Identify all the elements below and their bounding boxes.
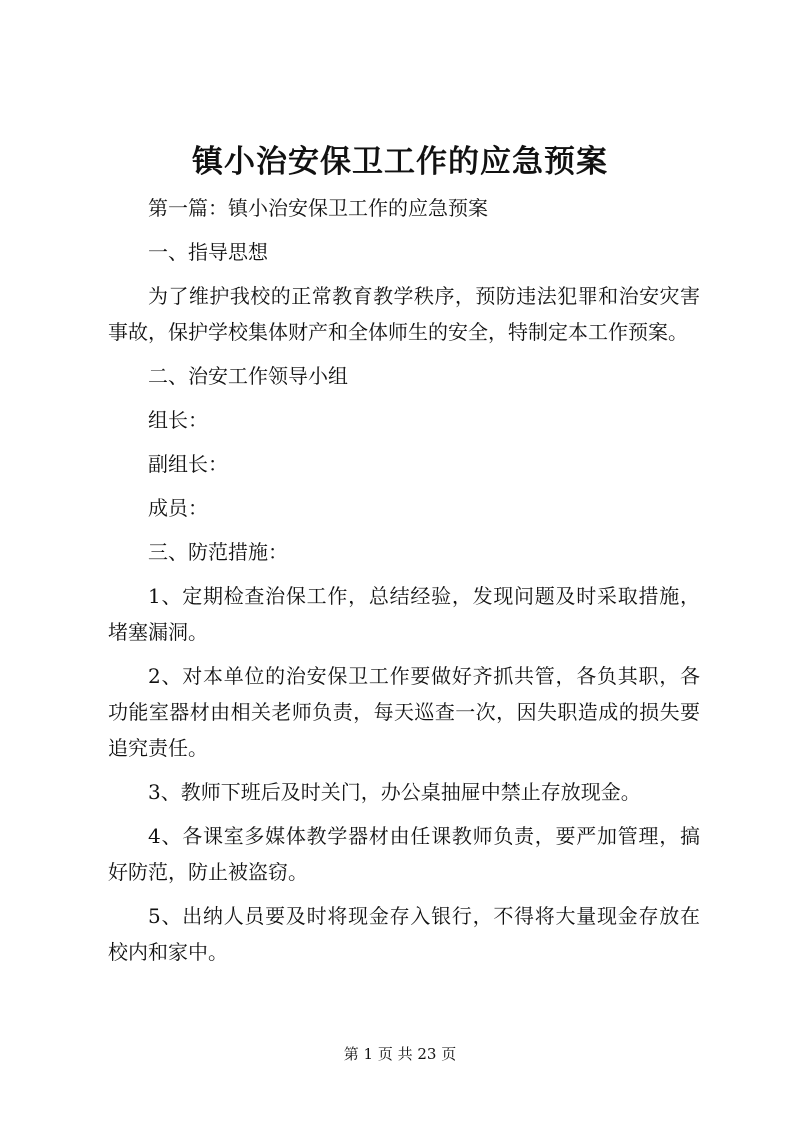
paragraph-8: 三、防范措施： xyxy=(148,540,288,564)
paragraph-9: 1、定期检查治保工作，总结经验，发现问题及时采取措施，堵塞漏洞。 xyxy=(108,584,700,644)
paragraph-5: 组长： xyxy=(148,408,208,432)
document-title: 镇小治安保卫工作的应急预案 xyxy=(192,144,608,180)
paragraph-10: 2、对本单位的治安保卫工作要做好齐抓共管，各负其职，各功能室器材由相关老师负责，每天巡查一次，因失职造成的损失要追究责任。 xyxy=(108,664,700,760)
paragraph-3: 为了维护我校的正常教育教学秩序，预防违法犯罪和治安灾害事故，保护学校集体财产和全体师生的安全，特制定本工作预案。 xyxy=(108,284,700,344)
paragraph-12: 4、各课室多媒体教学器材由任课教师负责，要严加管理，搞好防范，防止被盗窃。 xyxy=(108,824,700,884)
paragraph-13: 5、出纳人员要及时将现金存入银行，不得将大量现金存放在校内和家中。 xyxy=(108,904,700,964)
paragraph-4: 二、治安工作领导小组 xyxy=(148,364,348,388)
paragraph-2: 一、指导思想 xyxy=(148,240,268,264)
document-body xyxy=(108,190,700,978)
paragraph-1: 第一篇：镇小治安保卫工作的应急预案 xyxy=(148,196,488,220)
page-footer: 第 1 页 共 23 页 xyxy=(343,1045,457,1063)
paragraph-6: 副组长： xyxy=(148,452,228,476)
paragraph-11: 3、教师下班后及时关门，办公桌抽屉中禁止存放现金。 xyxy=(148,780,641,804)
paragraph-7: 成员： xyxy=(148,496,208,520)
